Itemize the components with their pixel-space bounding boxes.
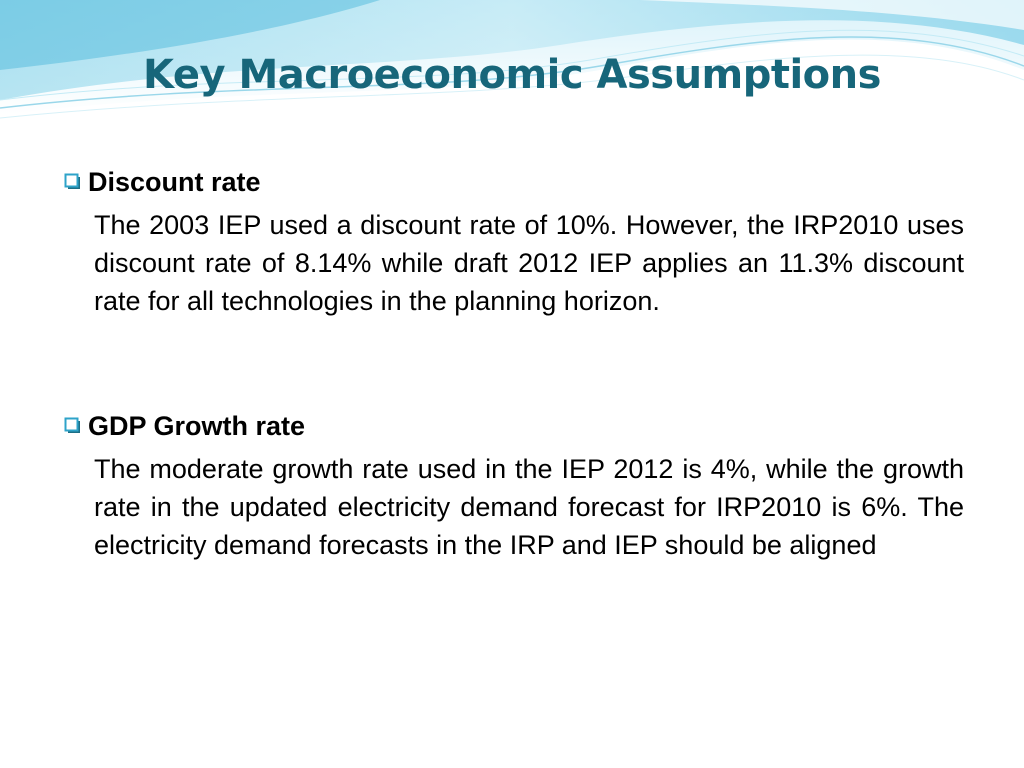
section-heading-row <box>64 410 964 442</box>
hollow-square-bullet-icon <box>64 170 84 194</box>
section-heading: GDP Growth rate <box>88 410 306 441</box>
hollow-square-bullet-icon <box>64 414 84 438</box>
section-discount-rate <box>64 166 964 320</box>
section-body-text: The moderate growth rate used in the IEP 2012 is 4%, while the growth rate in the updated electricity demand forecast for IRP2010 is 6%. The electricity demand forecasts in the IRP and IEP should be aligned <box>94 454 964 560</box>
section-body-text: The 2003 IEP used a discount rate of 10%. However, the IRP2010 uses discount rate of 8.14% while draft 2012 IEP applies an 11.3% discount rate for all technologies in the planning horizon. <box>94 210 964 316</box>
section-heading: Discount rate <box>88 166 261 197</box>
slide-title: Key Macroeconomic Assumptions <box>143 52 881 98</box>
section-heading-row <box>64 166 964 198</box>
section-gdp-growth-rate <box>64 410 964 564</box>
